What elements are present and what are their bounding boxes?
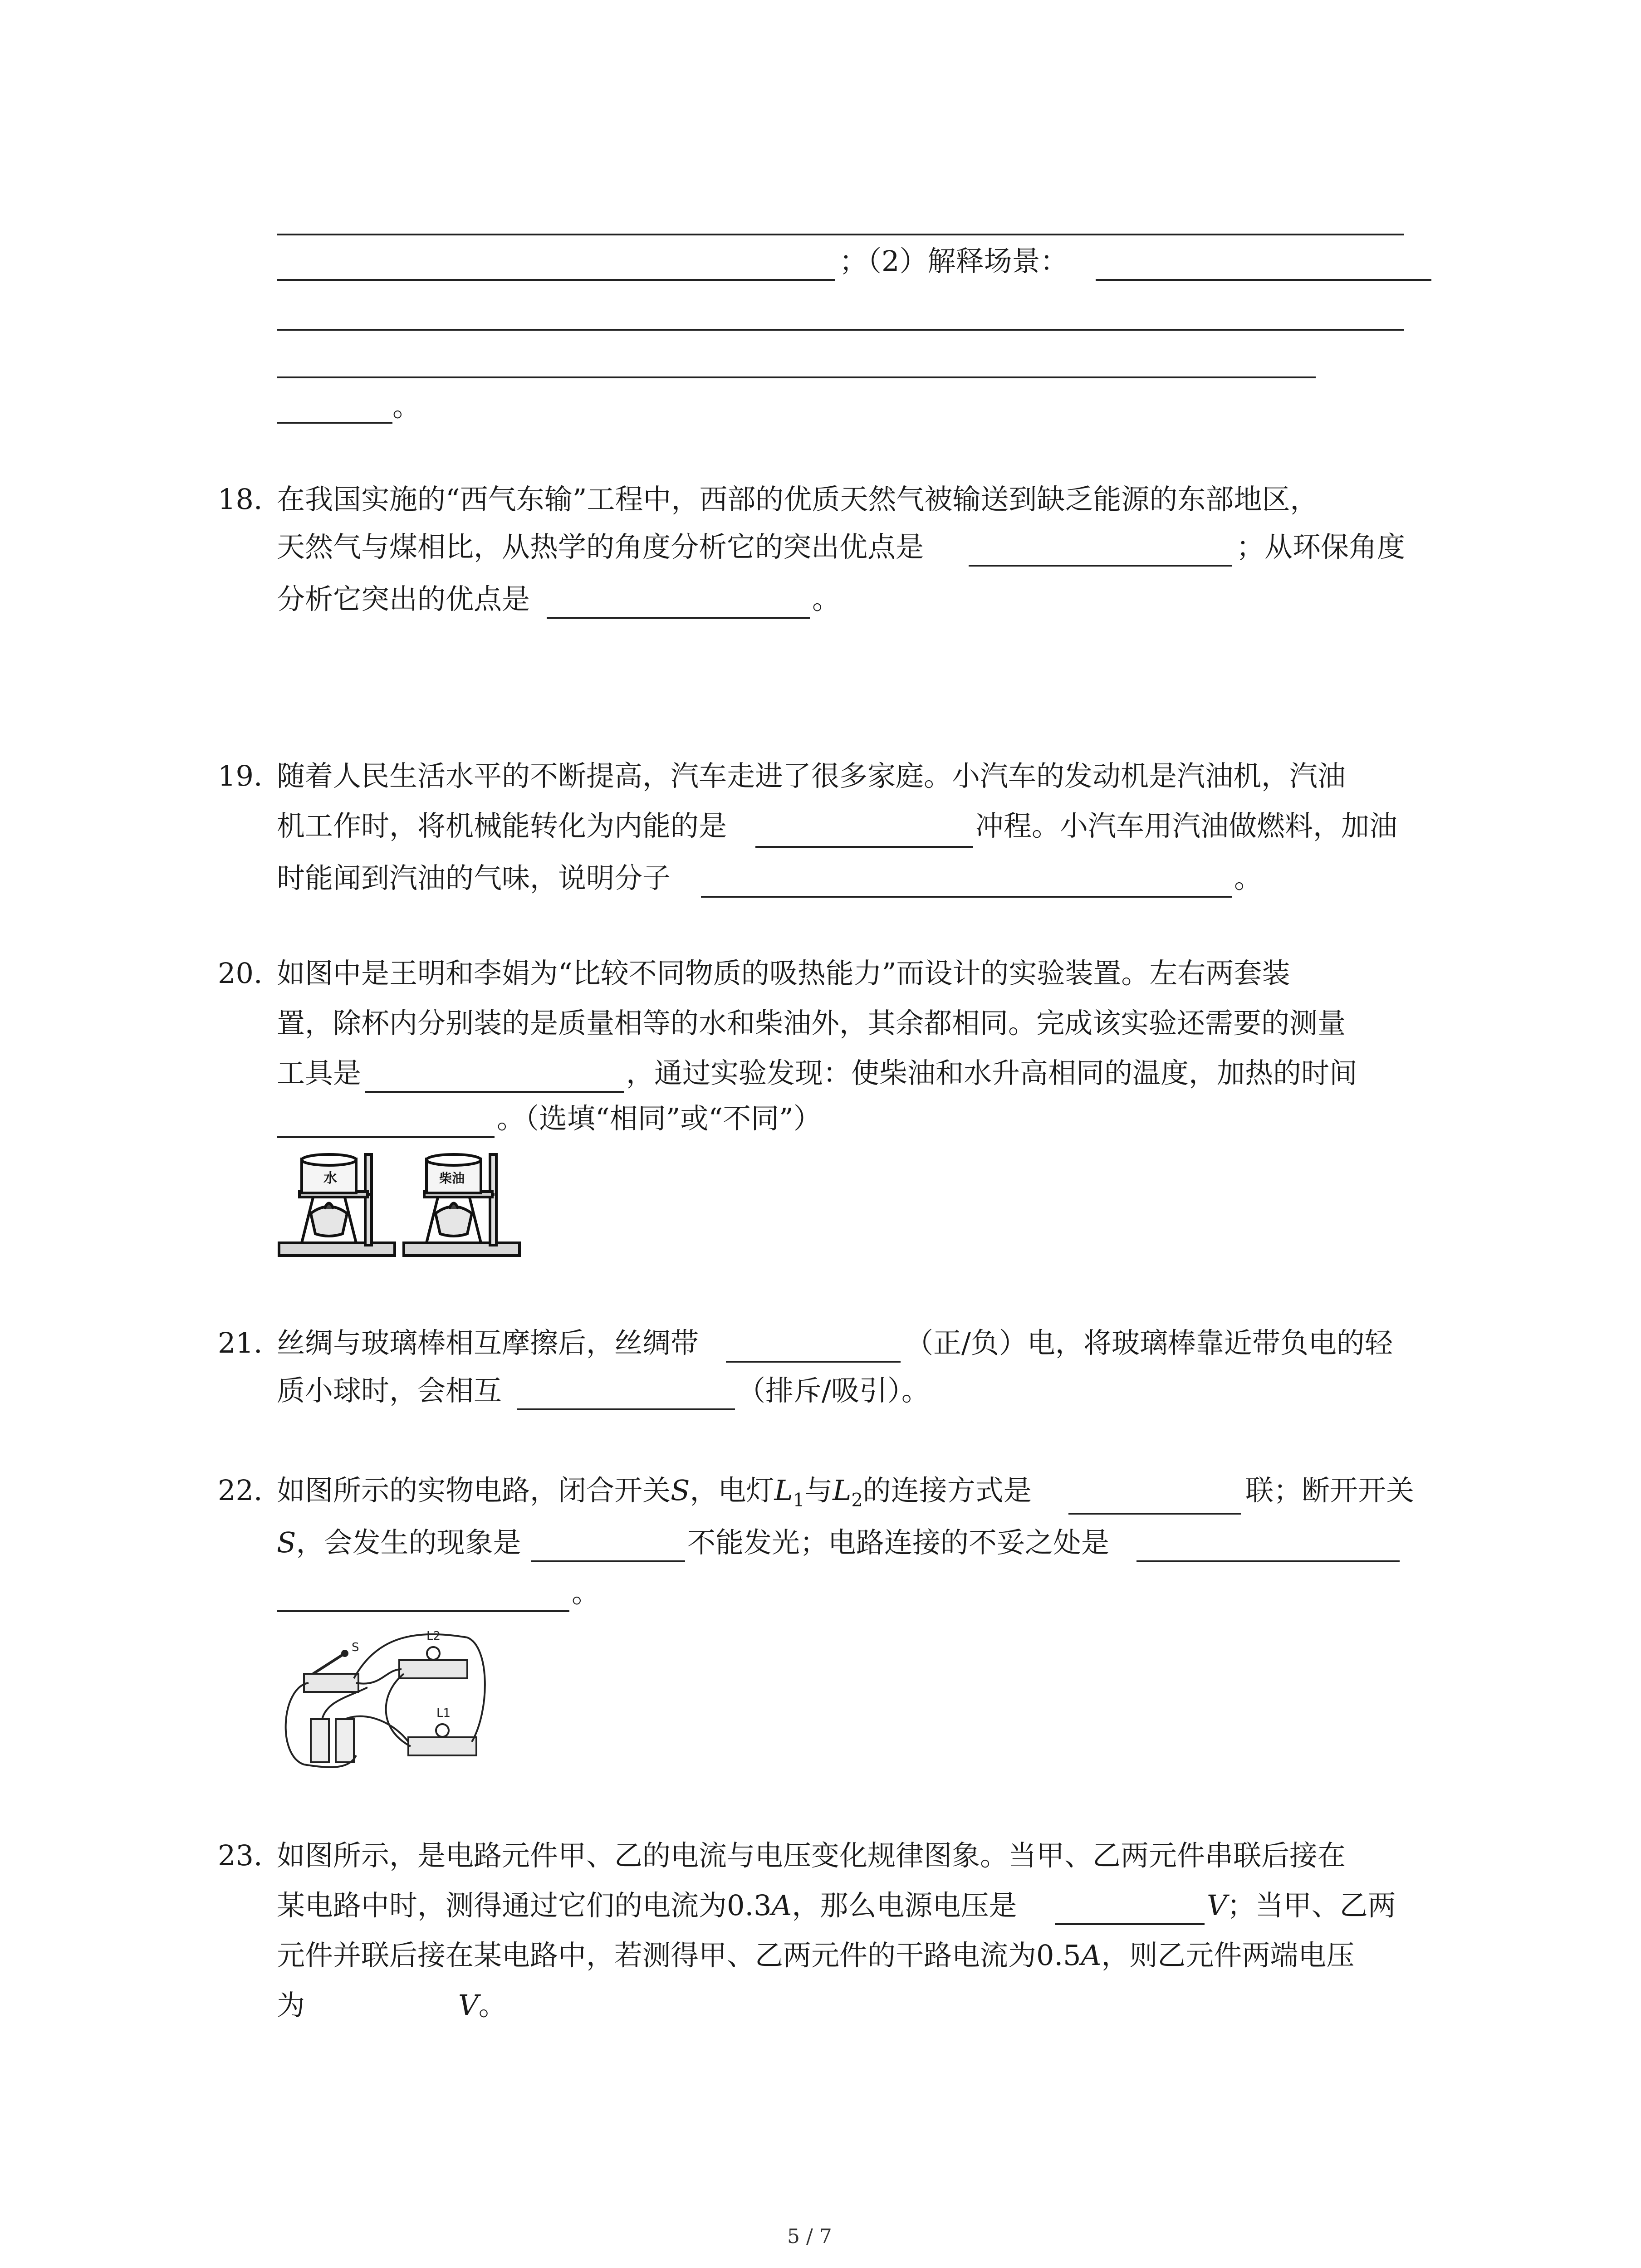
q22-text: 如图所示的实物电路，闭合开关 — [277, 1474, 671, 1507]
lamp-symbol: L — [774, 1474, 793, 1507]
q19-line-2a: 机工作时，将机械能转化为内能的是 — [277, 809, 727, 842]
answer-line — [1096, 279, 1431, 281]
switch-symbol: S — [277, 1526, 296, 1559]
question-number: 23. — [218, 1839, 263, 1872]
q19-line-3a: 时能闻到汽油的气味，说明分子 — [277, 861, 671, 894]
q18-line-3a: 分析它突出的优点是 — [277, 582, 530, 616]
label-diesel: 柴油 — [439, 1171, 465, 1186]
answer-blank[interactable] — [277, 1610, 569, 1612]
answer-blank[interactable] — [726, 1361, 901, 1363]
q22-line-1 — [277, 1476, 1032, 1509]
answer-blank[interactable] — [969, 565, 1232, 567]
q22-line-2b: 不能发光；电路连接的不妥之处是 — [687, 1526, 1110, 1559]
answer-blank[interactable] — [531, 1560, 685, 1562]
q22-text: 与 — [804, 1474, 833, 1507]
q23-text: 。 — [478, 1989, 507, 2022]
q23-line-2 — [277, 1889, 1017, 1922]
subscript: 1 — [793, 1490, 805, 1511]
answer-blank[interactable] — [1136, 1560, 1400, 1562]
q22-line-3: 。 — [572, 1576, 600, 1609]
q22-text: 电灯 — [718, 1474, 774, 1507]
q23-line-1: 如图所示，是电路元件甲、乙的电流与电压变化规律图象。当甲、乙两元件串联后接在 — [277, 1839, 1346, 1872]
switch-symbol: S — [671, 1474, 690, 1507]
q23-text: ，则乙元件两端电压 — [1101, 1939, 1355, 1972]
question-number: 20. — [218, 957, 263, 990]
q21-line-1b: （正/负）电，将玻璃棒靠近带负电的轻 — [905, 1326, 1393, 1359]
label-l1: L1 — [436, 1706, 451, 1720]
answer-blank[interactable] — [755, 846, 973, 848]
unit-volt: V — [1207, 1889, 1227, 1922]
answer-blank[interactable] — [1068, 1513, 1241, 1515]
q23-line-2c — [1207, 1889, 1396, 1922]
answer-blank[interactable] — [701, 896, 1232, 898]
q18-line-2a: 天然气与煤相比，从热学的角度分析它的突出优点是 — [277, 530, 924, 563]
answer-line — [277, 279, 835, 281]
q19-line-3b: 。 — [1234, 861, 1263, 894]
question-number: 19. — [218, 759, 263, 792]
q17-separator: ；（2）解释场景： — [839, 244, 1068, 278]
q23-line-3 — [277, 1941, 1354, 1970]
label-l2: L2 — [426, 1629, 441, 1643]
current-value: 0.5 — [1036, 1939, 1081, 1972]
q23-text: ；当甲、乙两 — [1227, 1889, 1396, 1922]
answer-line — [277, 234, 1404, 235]
q23-text: ，那么电源电压是 — [792, 1889, 1017, 1922]
q20-line-4: 。（选填“相同”或“不同”） — [497, 1102, 822, 1135]
heating-apparatus-figure — [274, 1141, 529, 1259]
circuit-figure — [277, 1619, 513, 1774]
q23-text: 元件并联后接在某电路中，若测得甲、乙两元件的干路电流为 — [277, 1939, 1037, 1972]
q22-line-1d: 联；断开开关 — [1245, 1474, 1415, 1507]
q22-text: ，会发生的现象是 — [296, 1526, 521, 1559]
answer-blank[interactable] — [277, 1136, 495, 1138]
answer-blank[interactable] — [1055, 1923, 1205, 1925]
q20-line-3b: ，通过实验发现：使柴油和水升高相同的温度，加热的时间 — [626, 1056, 1358, 1090]
q23-line-4b — [458, 1989, 507, 2022]
label-water: 水 — [323, 1170, 337, 1186]
answer-blank[interactable] — [547, 617, 810, 619]
q20-line-2: 置，除杯内分别装的是质量相等的水和柴油外，其余都相同。完成该实验还需要的测量 — [277, 1007, 1346, 1040]
unit-volt: V — [458, 1989, 479, 2022]
q22-text: 的连接方式是 — [862, 1474, 1032, 1507]
q21-line-2b: （排斥/吸引）。 — [737, 1374, 930, 1407]
answer-line — [277, 329, 1404, 331]
answer-line — [277, 376, 1316, 378]
lamp-symbol: L — [833, 1474, 852, 1507]
page-number: 5 / 7 — [787, 2225, 832, 2248]
question-number: 22. — [218, 1474, 263, 1507]
q18-line-2b: ；从环保角度 — [1236, 530, 1406, 563]
q21-line-1a: 丝绸与玻璃棒相互摩擦后，丝绸带 — [277, 1326, 699, 1359]
unit-ampere: A — [1081, 1939, 1102, 1972]
q17-end: 。 — [392, 390, 421, 423]
q18-line-3b: 。 — [812, 582, 841, 616]
q23-line-4a: 为 — [277, 1989, 305, 2022]
q21-line-2a: 质小球时，会相互 — [277, 1374, 502, 1407]
answer-blank[interactable] — [517, 1408, 735, 1410]
q22-comma: ， — [690, 1474, 718, 1507]
current-value: 0.3 — [727, 1889, 772, 1922]
label-s: S — [352, 1641, 359, 1654]
q22-line-2 — [277, 1526, 521, 1559]
answer-line — [277, 422, 392, 424]
answer-blank[interactable] — [365, 1091, 624, 1093]
unit-ampere: A — [771, 1889, 792, 1922]
q23-text: 某电路中时，测得通过它们的电流为 — [277, 1889, 727, 1922]
q20-line-1: 如图中是王明和李娟为“比较不同物质的吸热能力”而设计的实验装置。左右两套装 — [277, 957, 1290, 990]
question-number: 18. — [218, 483, 263, 516]
subscript: 2 — [851, 1490, 863, 1511]
q19-line-1: 随着人民生活水平的不断提高，汽车走进了很多家庭。小汽车的发动机是汽油机，汽油 — [277, 759, 1346, 792]
q20-line-3a: 工具是 — [277, 1056, 362, 1090]
q19-line-2b: 冲程。小汽车用汽油做燃料，加油 — [975, 809, 1398, 842]
q18-line-1: 在我国实施的“西气东输”工程中，西部的优质天然气被输送到缺乏能源的东部地区， — [277, 483, 1318, 516]
question-number: 21. — [218, 1326, 263, 1359]
